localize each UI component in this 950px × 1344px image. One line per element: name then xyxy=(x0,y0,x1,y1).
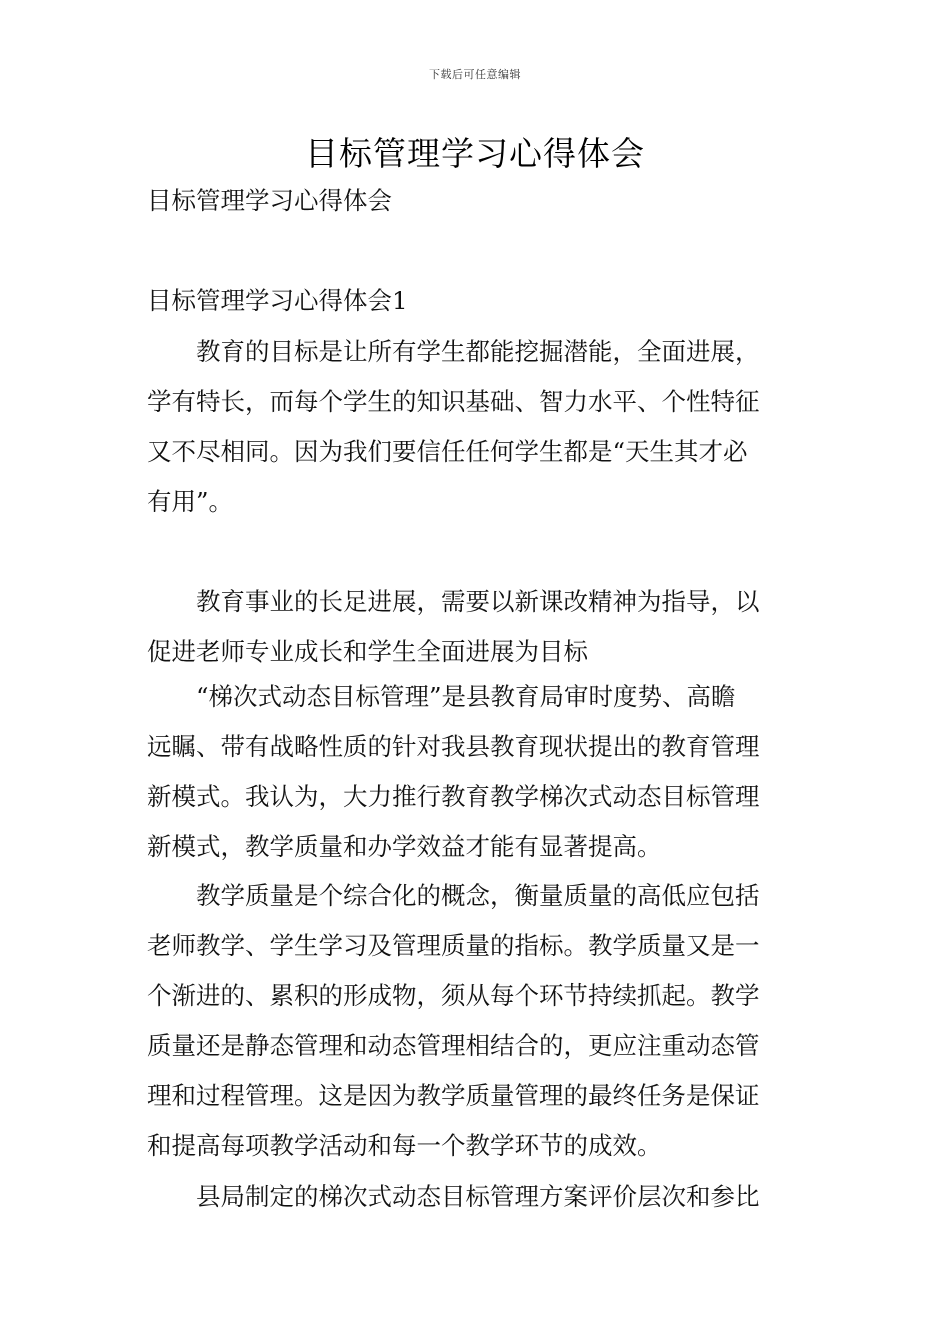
document-title: 目标管理学习心得体会 xyxy=(305,134,645,173)
paragraph-5 xyxy=(147,1172,809,1222)
paragraph-line: 有用”。 xyxy=(147,487,234,516)
subtitle: 目标管理学习心得体会 xyxy=(147,186,392,215)
paragraph-line: 又不尽相同。因为我们要信任任何学生都是“天生其才必 xyxy=(147,437,748,466)
paragraph-line: 教育的目标是让所有学生都能挖掘潜能，全面进展， xyxy=(196,337,760,366)
paragraph-line: 和提高每项教学活动和每一个教学环节的成效。 xyxy=(147,1131,662,1160)
paragraph-2 xyxy=(147,577,809,677)
paragraph-line: “梯次式动态目标管理”是县教育局审时度势、高瞻 xyxy=(196,682,736,711)
paragraph-line: 新模式。我认为，大力推行教育教学梯次式动态目标管理 xyxy=(147,782,760,811)
paragraph-line: 理和过程管理。这是因为教学质量管理的最终任务是保证 xyxy=(147,1081,760,1110)
paragraph-line: 学有特长，而每个学生的知识基础、智力水平、个性特征 xyxy=(147,387,760,416)
header-note: 下载后可任意编辑 xyxy=(429,68,521,81)
section-heading: 目标管理学习心得体会1 xyxy=(147,286,408,315)
paragraph-4 xyxy=(147,871,809,1171)
paragraph-line: 县局制定的梯次式动态目标管理方案评价层次和参比 xyxy=(196,1182,760,1211)
paragraph-line: 教育事业的长足进展，需要以新课改精神为指导，以 xyxy=(196,587,760,616)
paragraph-line: 质量还是静态管理和动态管理相结合的，更应注重动态管 xyxy=(147,1031,760,1060)
paragraph-line: 个渐进的、累积的形成物，须从每个环节持续抓起。教学 xyxy=(147,981,760,1010)
paragraph-line: 新模式，教学质量和办学效益才能有显著提高。 xyxy=(147,832,662,861)
paragraph-line: 促进老师专业成长和学生全面进展为目标 xyxy=(147,637,588,666)
paragraph-3 xyxy=(147,672,809,872)
paragraph-line: 教学质量是个综合化的概念，衡量质量的高低应包括 xyxy=(196,881,760,910)
paragraph-line: 远瞩、带有战略性质的针对我县教育现状提出的教育管理 xyxy=(147,732,760,761)
paragraph-line: 老师教学、学生学习及管理质量的指标。教学质量又是一 xyxy=(147,931,760,960)
paragraph-1 xyxy=(147,327,809,527)
